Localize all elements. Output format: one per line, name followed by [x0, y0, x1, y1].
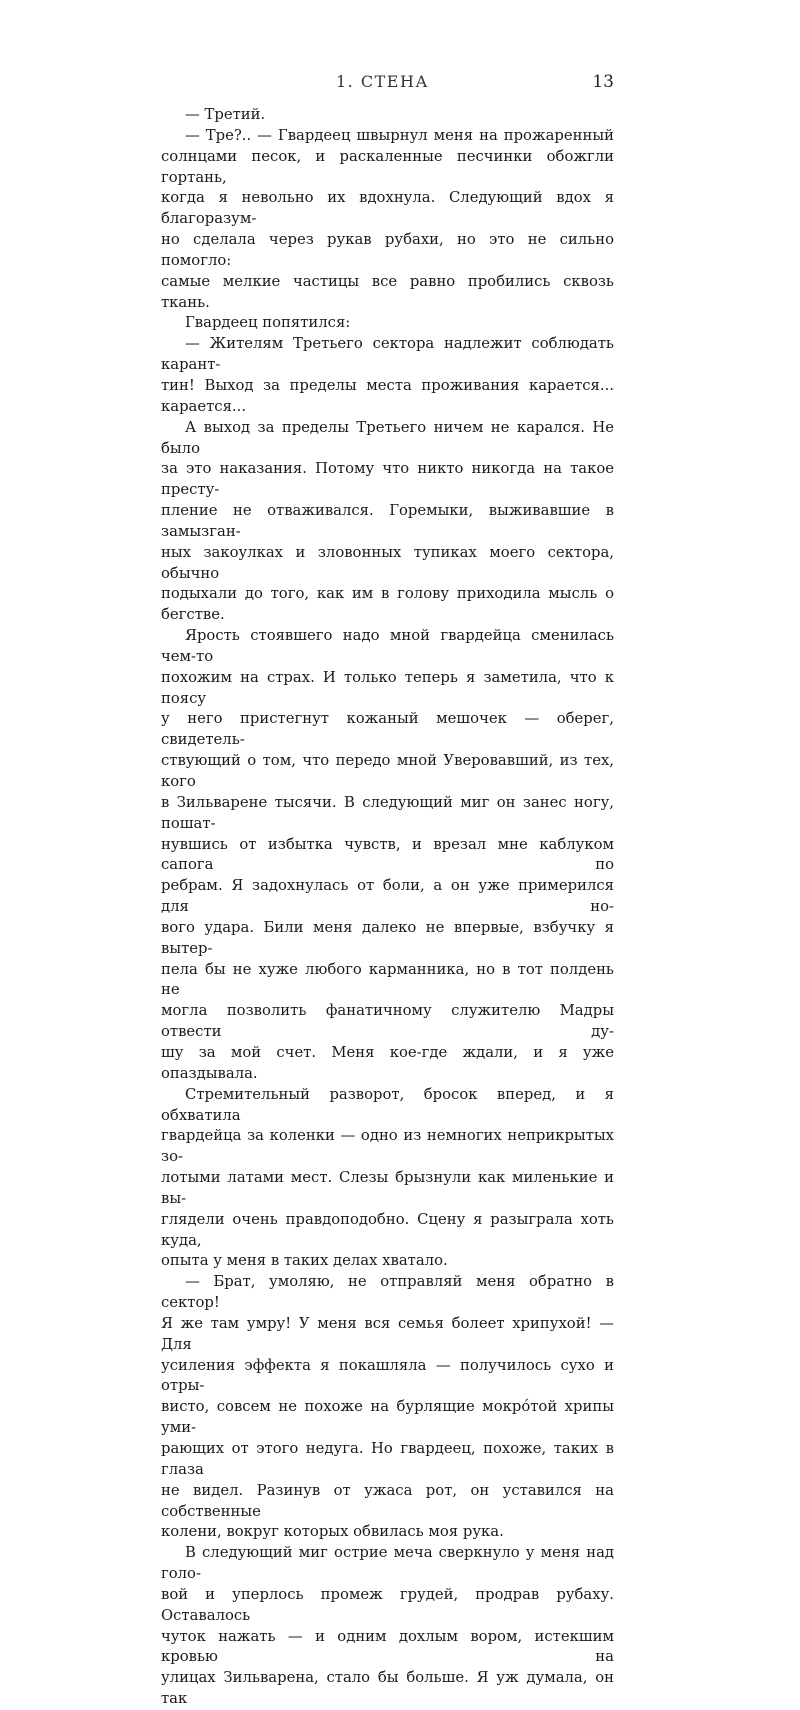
text-line: вого удара. Били меня далеко не впервые, взбучку я вытер-: [161, 918, 614, 957]
text-line: гвардейца за коленки — одно из немногих неприкрытых зо-: [161, 1127, 614, 1166]
text-line: за это наказания. Потому что никто никогда на такое престу-: [161, 460, 614, 499]
text-line: похожим на страх. И только теперь я заметила, что к поясу: [161, 668, 614, 707]
text-line: подыхали до того, как им в голову приходила мысль о бегстве.: [161, 585, 614, 624]
text-line: усиления эффекта я покашляла — получилось сухо и отры-: [161, 1356, 614, 1395]
text-line: Я же там умру! У меня вся семья болеет хрипухой! — Для: [161, 1314, 614, 1353]
page-number: 13: [592, 72, 614, 92]
text-line: Гвардеец попятился:: [185, 314, 351, 332]
text-line: не видел. Разинув от ужаса рот, он уставился на собственные: [161, 1481, 614, 1520]
text-line: ных закоулках и зловонных тупиках моего сектора, обычно: [161, 543, 614, 582]
text-line: ребрам. Я задохнулась от боли, а он уже примерился для но-: [161, 877, 614, 916]
text-line: когда я невольно их вдохнула. Следующий вдох я благоразум-: [161, 189, 614, 228]
text-line: шу за мой счет. Меня кое-где ждали, и я уже опаздывала.: [161, 1043, 614, 1082]
text-line: опыта у меня в таких делах хватало.: [161, 1252, 448, 1270]
text-line: лотыми латами мест. Слезы брызнули как миленькие и вы-: [161, 1169, 614, 1207]
text-line: солнцами песок, и раскаленные песчинки обожгли гортань,: [161, 147, 614, 186]
text-line: самые мелкие частицы все равно пробились сквозь ткань.: [161, 272, 614, 311]
text-line: А выход за пределы Третьего ничем не карался. Не было: [161, 418, 614, 457]
chapter-title: 1. СТЕНА: [336, 72, 430, 91]
text-line: — Тре?.. — Гвардеец швырнул меня на прожаренный: [185, 126, 614, 144]
text-line: могла позволить фанатичному служителю Мадры отвести ду-: [161, 1002, 614, 1041]
text-line: — Брат, умоляю, не отправляй меня обратно в сектор!: [161, 1273, 614, 1312]
text-line: висто, совсем не похоже на бурлящие мокрóтой хрипы уми-: [161, 1398, 614, 1437]
text-line: Ярость стоявшего надо мной гвардейца сменилась чем-то: [161, 627, 614, 665]
text-line: вой и уперлось промеж грудей, продрав рубаху. Оставалось: [161, 1585, 614, 1624]
text-line: глядели очень правдоподобно. Сцену я разыграла хоть куда,: [161, 1210, 614, 1249]
text-line: у него пристегнут кожаный мешочек — оберег, свидетель-: [161, 710, 614, 749]
text-line: — Третий.: [185, 106, 266, 123]
text-line: колени, вокруг которых обвилась моя рука.: [161, 1523, 504, 1541]
text-line: в Зильварене тысячи. В следующий миг он занес ногу, пошат-: [161, 793, 614, 832]
text-line: Стремительный разворот, бросок вперед, и я обхватила: [161, 1085, 614, 1124]
text-line: В следующий миг острие меча сверкнуло у меня над голо-: [161, 1544, 614, 1583]
text-line: рающих от этого недуга. Но гвардеец, похоже, таких в глаза: [161, 1440, 614, 1478]
text-line: тин! Выход за пределы места проживания карается... карается...: [161, 376, 614, 415]
text-line: но сделала через рукав рубахи, но это не сильно помогло:: [161, 231, 614, 269]
running-head: [0, 72, 800, 96]
text-line: чуток нажать — и одним дохлым вором, истекшим кровью на: [161, 1627, 614, 1666]
text-line: ствующий о том, что передо мной Уверовавший, из тех, кого: [161, 752, 614, 790]
body-text: [161, 105, 614, 1710]
text-line: — Жителям Третьего сектора надлежит соблюдать карант-: [161, 335, 614, 374]
text-line: нувшись от избытка чувств, и врезал мне каблуком сапога по: [161, 835, 614, 874]
text-line: пела бы не хуже любого карманника, но в тот полдень не: [161, 960, 614, 999]
text-line: пление не отваживался. Горемыки, выживавшие в замызган-: [161, 502, 614, 540]
text-line: улицах Зильварена, стало бы больше. Я уж думала, он так: [161, 1669, 614, 1708]
